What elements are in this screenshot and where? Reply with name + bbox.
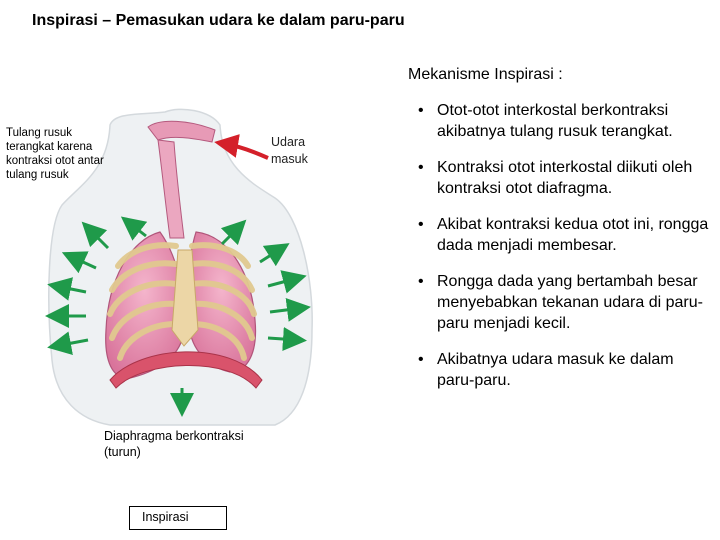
air-inflow-arrow [226, 144, 268, 158]
diagram-caption: Inspirasi [129, 506, 227, 530]
list-item: • Akibatnya udara masuk ke dalam paru-paru. [418, 351, 674, 389]
list-item: • Kontraksi otot interkostal diikuti oleh kontraksi otot diafragma. [418, 159, 693, 197]
list-item: • Akibat kontraksi kedua otot ini, rongga dada menjadi membesar. [418, 216, 709, 254]
page-title: Inspirasi – Pemasukan udara ke dalam paru-paru [32, 12, 405, 29]
air-label: Udara masuk [271, 135, 308, 166]
rib-label: Tulang rusuk terangkat karena kontraksi otot antar tulang rusuk [6, 127, 104, 181]
diaphragm-label: Diaphragma berkontraksi (turun) [104, 429, 244, 459]
list-item: • Rongga dada yang bertambah besar menyebabkan tekanan udara di paru-paru menjadi kecil. [418, 273, 703, 332]
list-item: • Otot-otot interkostal berkontraksi akibatnya tulang rusuk terangkat. [418, 102, 673, 140]
mechanism-heading: Mekanisme Inspirasi : [408, 66, 563, 83]
mechanism-list [408, 100, 713, 406]
